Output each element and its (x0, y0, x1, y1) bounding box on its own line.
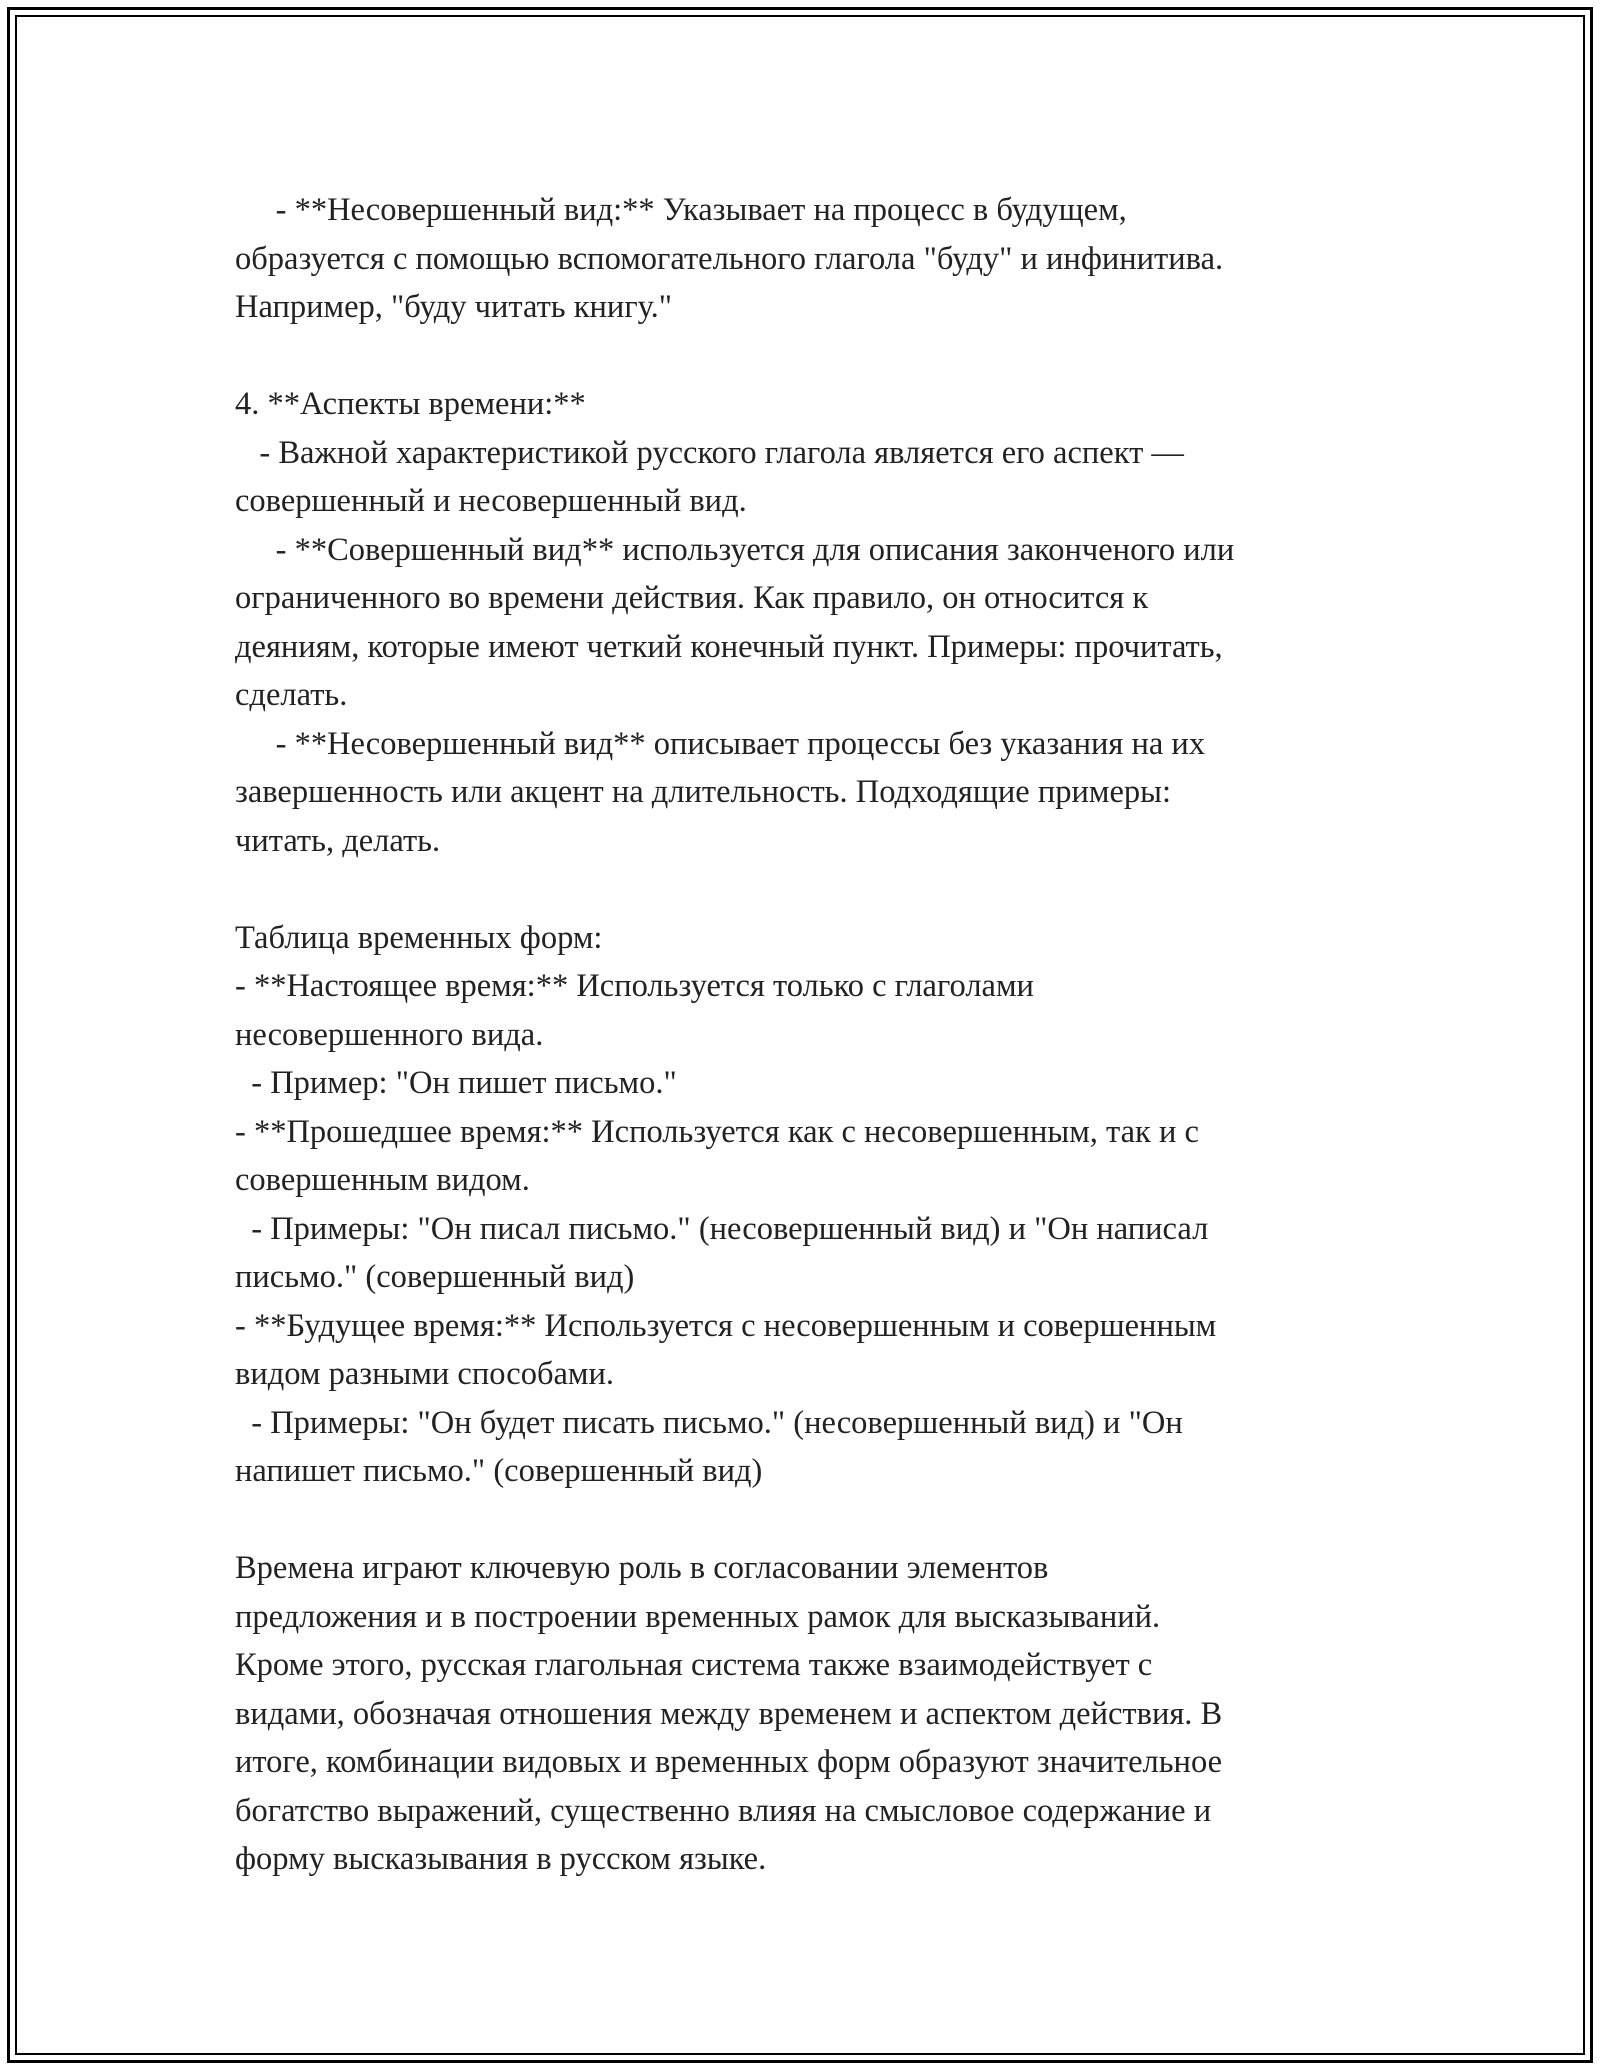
text-line: напишет письмо." (совершенный вид) (235, 1453, 763, 1489)
text-line: образуется с помощью вспомогательного глагола "буду" и инфинитива. (235, 240, 1224, 277)
text-line: форму высказывания в русском языке. (235, 1841, 767, 1877)
text-line: богатство выражений, существенно влияя на смысловое содержание и (235, 1792, 1212, 1829)
text-line: - Примеры: "Он будет писать письмо." (несовершенный вид) и "Он (235, 1404, 1183, 1441)
text-line: читать, делать. (235, 822, 441, 859)
text-line: несовершенного вида. (235, 1016, 544, 1053)
text-line: - Важной характеристикой русского глагола является его аспект — (235, 434, 1184, 471)
text-line: - **Настоящее время:** Используется только с глаголами (235, 968, 1034, 1004)
text-line: видами, обозначая отношения между временем и аспектом действия. В (235, 1695, 1223, 1732)
text-line: Например, "буду читать книгу." (235, 289, 673, 325)
text-line: Времена играют ключевую роль в согласовании элементов (235, 1550, 1049, 1586)
paragraph-aspects (235, 380, 1395, 865)
text-line: видом разными способами. (235, 1356, 615, 1392)
text-line: - **Несовершенный вид** описывает процессы без указания на их (235, 725, 1206, 762)
text-line: предложения и в построении временных рамок для высказываний. (235, 1598, 1161, 1635)
text-line: - Пример: "Он пишет письмо." (235, 1065, 677, 1101)
table-heading: Таблица временных форм: (235, 919, 603, 956)
text-line: письмо." (совершенный вид) (235, 1259, 635, 1295)
text-line: ограниченного во времени действия. Как правило, он относится к (235, 580, 1149, 616)
text-line: сделать. (235, 677, 348, 713)
text-line: - **Прошедшее время:** Используется как с несовершенным, так и с (235, 1113, 1199, 1150)
text-line: - **Совершенный вид** используется для описания законченого или (235, 531, 1235, 568)
paragraph-tense-table (235, 914, 1395, 1496)
text-line: деяниям, которые имеют четкий конечный пункт. Примеры: прочитать, (235, 628, 1223, 665)
text-line: совершенный и несовершенный вид. (235, 483, 747, 519)
text-line: - **Несовершенный вид:** Указывает на процесс в будущем, (235, 192, 1127, 228)
text-line: - Примеры: "Он писал письмо." (несовершенный вид) и "Он написал (235, 1210, 1209, 1247)
paragraph-conclusion (235, 1544, 1395, 1884)
paragraph-future-imperfective (235, 186, 1395, 332)
text-line: итоге, комбинации видовых и временных форм образуют значительное (235, 1744, 1223, 1780)
text-line: - **Будущее время:** Используется с несовершенным и совершенным (235, 1307, 1217, 1344)
text-line: Кроме этого, русская глагольная система также взаимодействует с (235, 1647, 1153, 1683)
text-line: совершенным видом. (235, 1162, 530, 1198)
document-body (235, 186, 1395, 1884)
section-heading: 4. **Аспекты времени:** (235, 386, 586, 422)
text-line: завершенность или акцент на длительность. Подходящие примеры: (235, 774, 1171, 810)
